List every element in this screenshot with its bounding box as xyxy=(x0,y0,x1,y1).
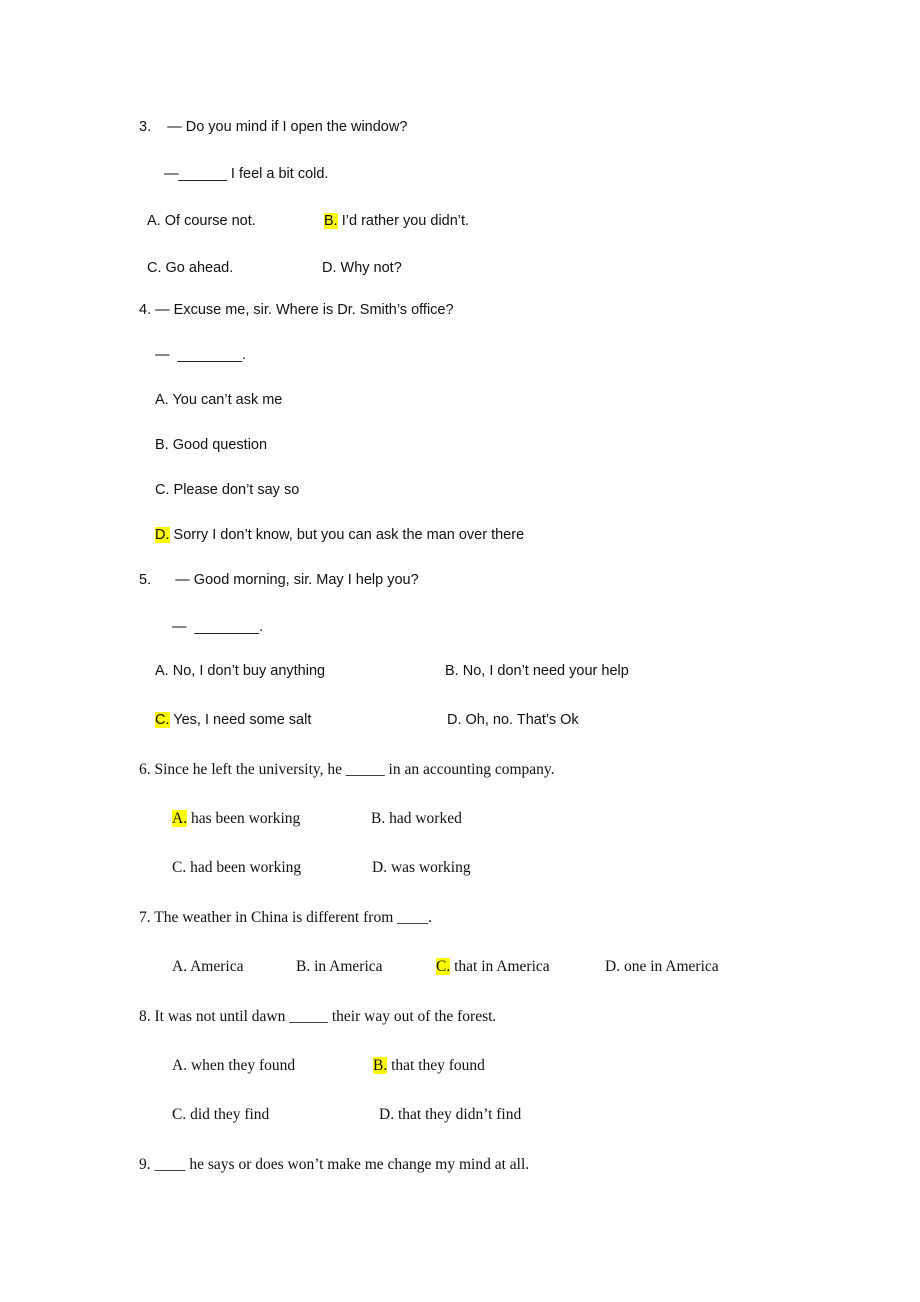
option-letter: B. xyxy=(371,810,386,827)
option-letter: A. xyxy=(172,1057,188,1074)
option-letter-highlighted: B. xyxy=(324,213,338,229)
option-text: Sorry I don’t know, but you can ask the man over there xyxy=(169,527,525,543)
question-9-stem: 9. ____ he says or does won’t make me change my mind at all. xyxy=(139,1156,530,1173)
question-7-stem: 7. The weather in China is different from ____. xyxy=(139,909,432,926)
question-7-option-b xyxy=(296,957,383,977)
option-text: did they find xyxy=(186,1106,270,1123)
question-5-option-d xyxy=(447,710,579,730)
option-text: Of course not. xyxy=(160,213,256,229)
option-text: when they found xyxy=(187,1057,296,1074)
option-text: Please don’t say so xyxy=(169,482,300,498)
option-letter: B. xyxy=(445,663,459,679)
question-8-option-d xyxy=(379,1105,521,1125)
question-6-option-b xyxy=(371,809,462,829)
option-text: that in America xyxy=(450,958,550,975)
question-4-reply: — ________. xyxy=(155,347,247,363)
option-text: Go ahead. xyxy=(161,260,234,276)
question-8-option-c xyxy=(172,1105,269,1125)
question-8-option-b xyxy=(373,1056,485,1076)
option-text: in America xyxy=(310,958,383,975)
question-3-option-b xyxy=(324,211,469,231)
option-text: Oh, no. That’s Ok xyxy=(461,712,579,728)
question-4-stem: 4. — Excuse me, sir. Where is Dr. Smith’s office? xyxy=(139,302,454,318)
question-7-option-d xyxy=(605,957,719,977)
option-text: No, I don’t buy anything xyxy=(168,663,326,679)
question-3-reply: —______ I feel a bit cold. xyxy=(164,166,329,182)
question-4-option-a xyxy=(155,390,282,410)
option-letter: C. xyxy=(155,482,170,498)
question-8-stem: 8. It was not until dawn _____ their way out of the forest. xyxy=(139,1008,497,1025)
question-3-option-d xyxy=(322,258,402,278)
question-5-stem: 5. — Good morning, sir. May I help you? xyxy=(139,572,419,588)
option-letter-highlighted: A. xyxy=(172,810,188,827)
option-letter: D. xyxy=(322,260,337,276)
question-4-option-b xyxy=(155,435,267,455)
question-6-option-d xyxy=(372,858,471,878)
option-letter-highlighted: C. xyxy=(436,958,451,975)
option-letter: B. xyxy=(296,958,311,975)
option-letter: B. xyxy=(155,437,169,453)
option-text: You can’t ask me xyxy=(168,392,283,408)
question-5-option-b xyxy=(445,661,629,681)
option-text: I’d rather you didn’t. xyxy=(337,213,470,229)
option-text: had been working xyxy=(186,859,302,876)
option-letter: D. xyxy=(379,1106,395,1123)
option-letter: A. xyxy=(155,392,169,408)
question-7-option-a xyxy=(172,957,243,977)
option-text: Good question xyxy=(168,437,268,453)
question-8-option-a xyxy=(172,1056,295,1076)
option-letter: D. xyxy=(372,859,388,876)
option-text: No, I don’t need your help xyxy=(458,663,629,679)
option-letter: C. xyxy=(147,260,162,276)
option-letter-highlighted: C. xyxy=(155,712,170,728)
question-5-option-a xyxy=(155,661,325,681)
question-6-option-a xyxy=(172,809,300,829)
question-3-stem: 3. — Do you mind if I open the window? xyxy=(139,119,408,135)
option-text: that they didn’t find xyxy=(394,1106,522,1123)
question-3-option-c xyxy=(147,258,233,278)
option-letter: A. xyxy=(155,663,169,679)
option-letter: D. xyxy=(447,712,462,728)
option-text: has been working xyxy=(187,810,301,827)
option-text: Yes, I need some salt xyxy=(169,712,312,728)
question-4-option-d xyxy=(155,525,524,545)
option-text: was working xyxy=(387,859,471,876)
question-5-option-c xyxy=(155,710,311,730)
option-letter-highlighted: D. xyxy=(155,527,170,543)
question-7-option-c xyxy=(436,957,550,977)
option-letter: A. xyxy=(172,958,188,975)
option-text: that they found xyxy=(387,1057,485,1074)
question-3-option-a xyxy=(147,211,256,231)
question-6-option-c xyxy=(172,858,301,878)
option-letter-highlighted: B. xyxy=(373,1057,388,1074)
option-text: had worked xyxy=(385,810,462,827)
option-text: Why not? xyxy=(336,260,402,276)
option-letter: A. xyxy=(147,213,161,229)
option-text: one in America xyxy=(620,958,719,975)
question-4-option-c xyxy=(155,480,299,500)
question-5-reply: — ________. xyxy=(172,619,264,635)
option-letter: C. xyxy=(172,859,187,876)
option-letter: C. xyxy=(172,1106,187,1123)
question-6-stem: 6. Since he left the university, he _____ in an accounting company. xyxy=(139,761,555,778)
option-letter: D. xyxy=(605,958,621,975)
option-text: America xyxy=(187,958,244,975)
